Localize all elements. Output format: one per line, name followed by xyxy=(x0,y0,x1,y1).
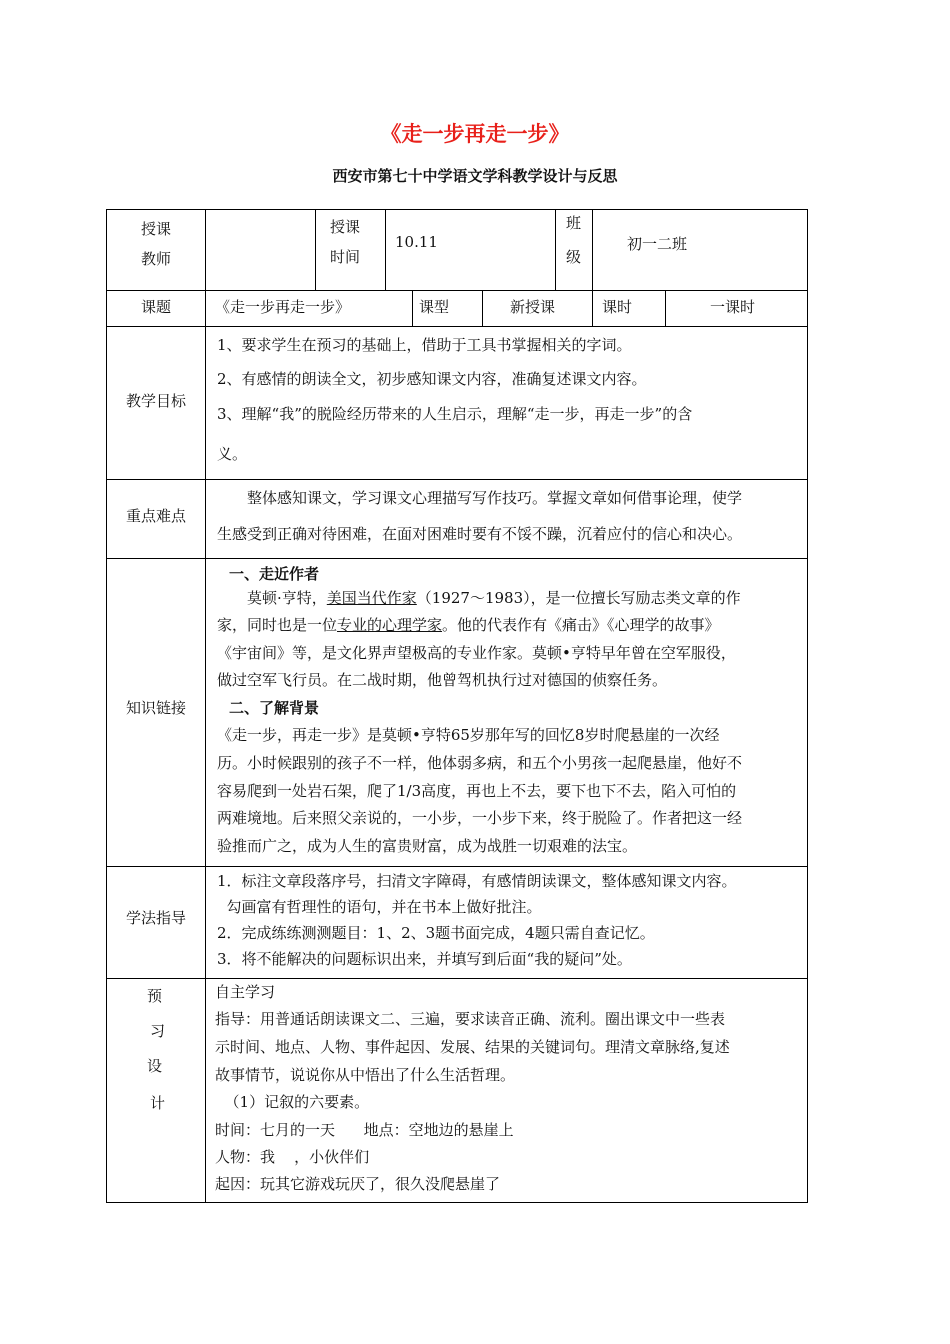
goals-row xyxy=(106,326,808,480)
background-line: 《走一步，再走一步》是莫顿•亨特65岁那年写的回忆8岁时爬悬崖的一次经 xyxy=(217,726,720,744)
goals-label: 教学目标 xyxy=(125,392,186,410)
method-row xyxy=(106,866,808,979)
key-point-line: 生感受到正确对待困难，在面对困难时要有不馁不躁，沉着应付的信心和决心。 xyxy=(217,525,743,543)
preview-line: 示时间、地点、人物、事件起因、发展、结果的关键词句。理清文章脉络,复述 xyxy=(215,1038,730,1056)
method-line: 3．将不能解决的问题标识出来，并填写到后面“我的疑问”处。 xyxy=(217,950,632,968)
author-line: 莫顿·亨特，美国当代作家（1927～1983），是一位擅长写励志类文章的作 xyxy=(247,589,741,607)
key-points-label: 重点难点 xyxy=(125,507,186,525)
method-label: 学法指导 xyxy=(125,909,186,927)
method-line: 2．完成练练测测题目：1、2、3题书面完成，4题只需自查记忆。 xyxy=(217,924,655,942)
preview-line: 故事情节，说说你从中悟出了什么生活哲理。 xyxy=(215,1066,516,1084)
preview-row xyxy=(106,978,808,1203)
time-label: 授课 时间 xyxy=(329,218,360,266)
type-value: 新授课 xyxy=(510,298,556,316)
type-label: 课型 xyxy=(419,298,450,316)
preview-label-char: 预 xyxy=(147,987,163,1005)
goal-line: 3、理解“我”的脱险经历带来的人生启示，理解“走一步，再走一步”的含 xyxy=(217,405,693,423)
preview-label-char: 计 xyxy=(150,1094,166,1112)
author-line: 做过空军飞行员。在二战时期，他曾驾机执行过对德国的侦察任务。 xyxy=(217,671,668,689)
preview-line: 自主学习 xyxy=(215,983,276,1001)
background-line: 容易爬到一处岩石架，爬了1/3高度，再也上不去，要下也下不去，陷入可怕的 xyxy=(217,782,737,800)
preview-label-char: 设 xyxy=(147,1057,163,1075)
time-value: 10.11 xyxy=(395,233,438,251)
preview-label-char: 习 xyxy=(150,1022,166,1040)
preview-line: 时间：七月的一天 地点：空地边的悬崖上 xyxy=(215,1121,514,1139)
key-point-line: 整体感知课文，学习课文心理描写写作技巧。掌握文章如何借事论理，使学 xyxy=(247,489,743,507)
document-subtitle: 西安市第七十中学语文学科教学设计与反思 xyxy=(332,167,618,185)
topic-label: 课题 xyxy=(140,298,171,316)
section-background-title: 二、了解背景 xyxy=(229,699,320,717)
preview-line: 指导：用普通话朗读课文二、三遍，要求读音正确、流利。圈出课文中一些表 xyxy=(215,1010,726,1028)
header-row xyxy=(106,209,808,291)
topic-value: 《走一步再走一步》 xyxy=(215,298,351,316)
goal-line: 义。 xyxy=(217,445,248,463)
method-line: 1．标注文章段落序号，扫清文字障碍，有感情朗读课文，整体感知课文内容。 xyxy=(217,872,737,890)
key-points-row xyxy=(106,479,808,559)
background-line: 两难境地。后来照父亲说的，一小步，一小步下来，终于脱险了。作者把这一经 xyxy=(217,809,743,827)
hours-value: 一课时 xyxy=(710,298,756,316)
section-author-title: 一、走近作者 xyxy=(229,565,320,583)
class-label: 班 级 xyxy=(565,214,581,266)
author-line: 《宇宙间》等，是文化界声望极高的专业作家。莫顿•亨特早年曾在空军服役， xyxy=(217,644,736,662)
preview-line: （1）记叙的六要素。 xyxy=(215,1093,370,1111)
knowledge-label: 知识链接 xyxy=(125,699,186,717)
document-title: 《走一步再走一步》 xyxy=(380,122,570,146)
hours-label: 课时 xyxy=(602,298,633,316)
knowledge-row xyxy=(106,558,808,867)
preview-line: 起因：玩其它游戏玩厌了，很久没爬悬崖了 xyxy=(215,1175,501,1193)
background-line: 历。小时候跟别的孩子不一样，他体弱多病，和五个小男孩一起爬悬崖，他好不 xyxy=(217,754,743,772)
class-value: 初一二班 xyxy=(627,235,688,253)
author-line: 家，同时也是一位专业的心理学家。他的代表作有《痛击》《心理学的故事》 xyxy=(217,616,720,634)
lesson-row xyxy=(106,290,808,327)
preview-line: 人物：我 ，小伙伴们 xyxy=(215,1148,370,1166)
background-line: 验推而广之，成为人生的富贵财富，成为战胜一切艰难的法宝。 xyxy=(217,837,638,855)
teacher-label: 授课 教师 xyxy=(140,220,171,268)
goal-line: 1、要求学生在预习的基础上，借助于工具书掌握相关的字词。 xyxy=(217,336,632,354)
method-line: 勾画富有哲理性的语句，并在书本上做好批注。 xyxy=(217,898,542,916)
goal-line: 2、有感情的朗读全文，初步感知课文内容，准确复述课文内容。 xyxy=(217,370,647,388)
